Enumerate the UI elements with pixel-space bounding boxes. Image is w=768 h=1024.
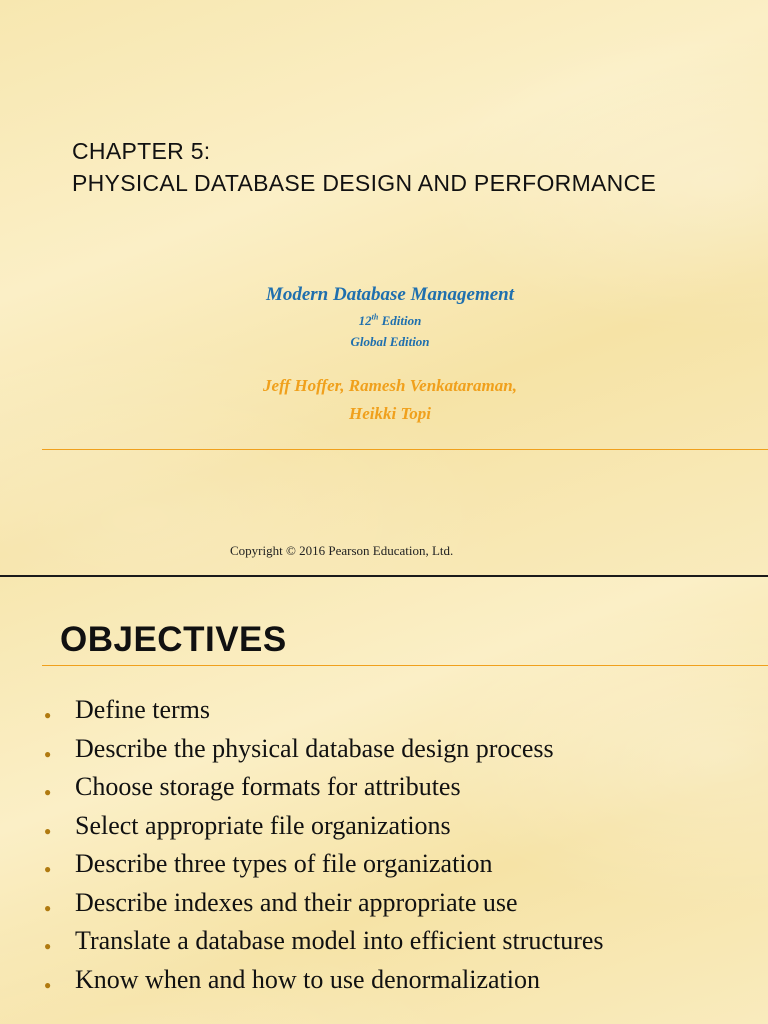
authors-line-1: Jeff Hoffer, Ramesh Venkataraman, bbox=[263, 376, 517, 395]
edition-suffix: th bbox=[371, 312, 379, 322]
chapter-name: PHYSICAL DATABASE DESIGN AND PERFORMANCE bbox=[72, 170, 657, 196]
chapter-number: CHAPTER 5: bbox=[72, 138, 211, 164]
objective-text: Know when and how to use denormalization bbox=[75, 964, 541, 994]
objective-text: Describe indexes and their appropriate use bbox=[75, 887, 518, 917]
objective-text: Define terms bbox=[75, 695, 211, 724]
edition-line bbox=[0, 313, 768, 329]
bullet-icon: ● bbox=[44, 900, 52, 915]
bullet-icon: ● bbox=[44, 746, 52, 761]
bullet-icon: ● bbox=[44, 708, 52, 722]
objective-text: Translate a database model into efficient structures bbox=[75, 926, 604, 955]
bullet-icon: ● bbox=[44, 862, 52, 876]
divider-line bbox=[42, 449, 768, 450]
title-underline bbox=[42, 665, 768, 666]
objective-text: Describe the physical database design process bbox=[75, 733, 554, 763]
objectives-slide bbox=[0, 577, 768, 1024]
objective-text: Choose storage formats for attributes bbox=[75, 772, 461, 801]
edition-number: 12 bbox=[358, 313, 372, 328]
copyright-notice: Copyright © 2016 Pearson Education, Ltd. bbox=[230, 543, 454, 558]
objectives-title: OBJECTIVES bbox=[60, 620, 287, 659]
objective-text: Describe three types of file organization bbox=[75, 849, 493, 878]
objective-text: Select appropriate file organizations bbox=[75, 810, 451, 840]
bullet-icon: ● bbox=[44, 977, 52, 992]
book-title: Modern Database Management bbox=[265, 284, 515, 305]
edition-word: Edition bbox=[378, 313, 422, 328]
chapter-title bbox=[72, 135, 656, 199]
authors-line-2: Heikki Topi bbox=[348, 404, 431, 423]
bullet-icon: ● bbox=[44, 785, 52, 799]
bullet-icon: ● bbox=[44, 823, 52, 838]
bullet-icon: ● bbox=[44, 939, 52, 953]
global-edition: Global Edition bbox=[350, 334, 430, 349]
